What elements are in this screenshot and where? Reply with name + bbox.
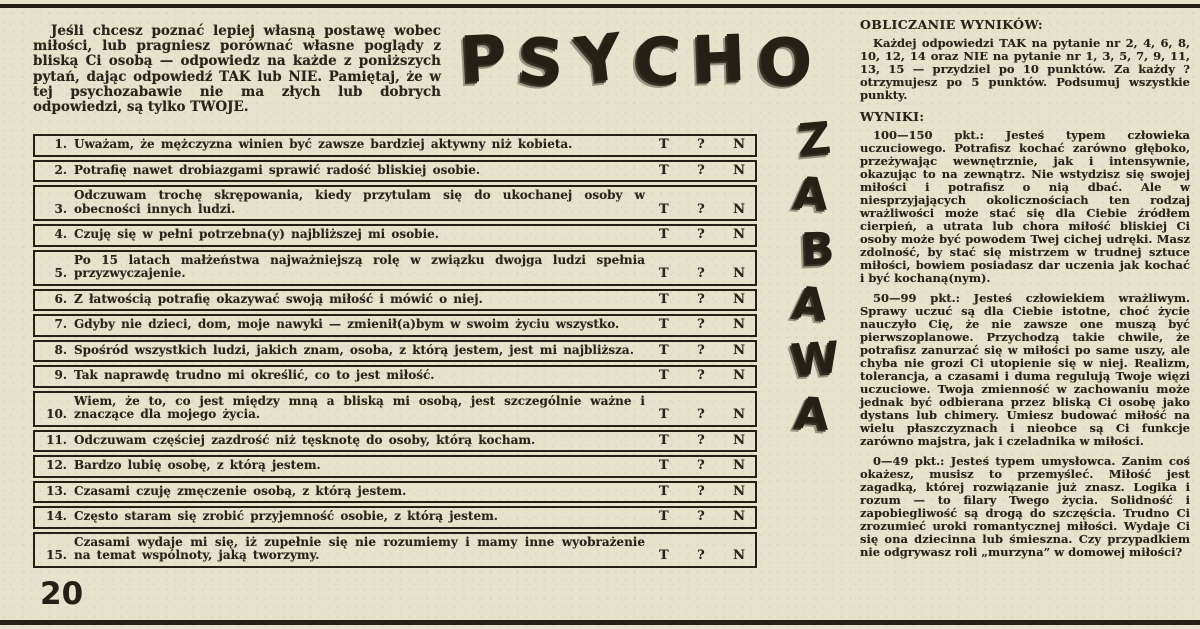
answer-tak: T [659, 137, 669, 152]
answer-options [659, 434, 745, 448]
answer-options [659, 459, 745, 473]
bottom-rule [0, 620, 1200, 625]
answer-tak: T [659, 266, 669, 281]
answer-options [659, 485, 745, 499]
title-letter-z: Z [796, 112, 834, 167]
answer-options [659, 318, 745, 332]
answer-nie: N [733, 368, 745, 383]
title-letter-c: C [631, 23, 683, 101]
question-number: 2. [54, 162, 67, 177]
question-number: 14. [46, 509, 67, 523]
title-letter-y: Y [571, 20, 627, 100]
question-number: 1. [54, 137, 67, 151]
title-zabawa [780, 112, 850, 441]
answer-options [659, 203, 745, 217]
answer-nie: N [733, 291, 745, 307]
answer-tak: T [659, 432, 669, 448]
top-rule [0, 4, 1200, 8]
answer-options [659, 369, 745, 383]
question-text: Czasami wydaje mi się, iż zupełnie się nie rozumiemy i mamy inne wyobrażenie na temat wspólnoty, jaką tworzymy. [74, 534, 645, 562]
answer-unsure: ? [697, 458, 705, 473]
question-row-14 [33, 506, 757, 529]
title-letter-a3: A [793, 387, 831, 441]
answer-options [659, 510, 745, 524]
answer-options [659, 267, 745, 281]
answer-unsure: ? [697, 317, 705, 332]
answer-nie: N [733, 407, 745, 422]
question-text: Po 15 latach małżeństwa najważniejszą rolę w związku dwojga ludzi spełnia przyzwyczajenie. [74, 252, 645, 280]
question-row-9 [33, 365, 757, 388]
question-text: Bardzo lubię osobę, z którą jestem. [74, 458, 321, 472]
question-number: 5. [54, 266, 67, 280]
answer-unsure: ? [697, 342, 705, 358]
question-text: Odczuwam trochę skrępowania, kiedy przytulam się do ukochanej osoby w obecności innych ludzi. [74, 188, 645, 216]
result-band-mid [860, 292, 1190, 448]
answer-unsure: ? [697, 227, 705, 242]
question-text: Czuję się w pełni potrzebna(y) najbliższej mi osobie. [74, 227, 439, 241]
answer-tak: T [659, 458, 669, 473]
title-letter-w: W [788, 332, 841, 387]
answer-nie: N [733, 162, 745, 178]
answer-unsure: ? [697, 201, 705, 217]
answer-tak: T [659, 407, 669, 422]
question-row-2 [33, 160, 757, 183]
answer-unsure: ? [697, 548, 705, 563]
answer-unsure: ? [697, 291, 705, 307]
question-number: 11. [46, 432, 67, 447]
title-letter-a1: A [792, 167, 830, 221]
question-row-8 [33, 340, 757, 363]
question-number: 12. [46, 458, 67, 472]
question-text: Potrafię nawet drobiazgami sprawić radość bliskiej osobie. [74, 162, 481, 177]
question-number: 4. [54, 227, 67, 241]
answer-options [659, 228, 745, 242]
question-text: Wiem, że to, co jest między mną a bliską mi osobą, jest szczególnie ważne i znaczące dla mojego życia. [74, 393, 645, 421]
answer-tak: T [659, 201, 669, 217]
answer-unsure: ? [697, 483, 705, 499]
answer-nie: N [733, 509, 745, 524]
question-number: 3. [54, 201, 67, 216]
question-row-3 [33, 185, 757, 221]
question-text: Spośród wszystkich ludzi, jakich znam, osoba, z którą jestem, jest mi najbliższa. [74, 342, 634, 357]
question-row-5 [33, 250, 757, 286]
answer-unsure: ? [697, 266, 705, 281]
answer-tak: T [659, 342, 669, 358]
answer-tak: T [659, 548, 669, 563]
title-letter-s: S [515, 24, 567, 102]
answer-options [659, 293, 745, 307]
answer-options [659, 408, 745, 422]
answer-tak: T [659, 368, 669, 383]
question-number: 13. [46, 483, 67, 498]
question-text: Czasami czuję zmęczenie osobą, z którą jestem. [74, 483, 407, 498]
results-column [860, 18, 1190, 566]
title-psycho [458, 20, 814, 102]
title-letter-b: B [800, 223, 836, 276]
question-number: 9. [54, 368, 67, 382]
question-row-13 [33, 481, 757, 504]
answer-nie: N [733, 342, 745, 358]
answer-nie: N [733, 266, 745, 281]
title-letter-o: O [756, 25, 814, 101]
question-row-7 [33, 314, 757, 337]
question-number: 8. [54, 342, 67, 357]
result-range: 100—150 pkt.: [873, 128, 984, 142]
answer-options [659, 138, 745, 152]
answer-nie: N [733, 201, 745, 217]
answer-tak: T [659, 317, 669, 332]
answer-options [659, 549, 745, 563]
answer-tak: T [659, 291, 669, 307]
intro-paragraph: Jeśli chcesz poznać lepiej własną postawę wobec miłości, lub pragniesz porównać własne poglądy z bliską Ci osobą — odpowiedz na każde z poniższych pytań, dając odpowiedź TAK lub NIE. Pamiętaj, że w tej psychozabawie nie ma złych lub dobrych odpowiedzi, są tylko TWOJE. [33, 23, 441, 116]
result-band-high [860, 129, 1190, 285]
question-text: Tak naprawdę trudno mi określić, co to jest miłość. [74, 368, 435, 382]
title-letter-a2: A [790, 277, 830, 331]
question-text: Z łatwością potrafię okazywać swoją miłość i mówić o niej. [74, 291, 483, 306]
answer-unsure: ? [697, 407, 705, 422]
scoring-paragraph: Każdej odpowiedzi TAK na pytanie nr 2, 4, 6, 8, 10, 12, 14 oraz NIE na pytanie nr 1, 3, 5, 7, 9, 11, 13, 15 — przydziel po 10 punktów. Za każdy ? otrzymujesz po 5 punktów. Podsumuj wszystkie punkty. [860, 36, 1190, 102]
question-row-11 [33, 430, 757, 453]
answer-tak: T [659, 509, 669, 524]
question-text: Często staram się zrobić przyjemność osobie, z którą jestem. [74, 509, 498, 523]
answer-nie: N [733, 317, 745, 332]
quiz-table [33, 134, 757, 568]
answer-options [659, 344, 745, 358]
answer-tak: T [659, 162, 669, 178]
question-row-1 [33, 134, 757, 157]
result-text: Jesteś typem umysłowca. Zanim coś okażesz, musisz to przemyśleć. Miłość jest zagadką, której rozwiązanie już znasz. Logika i rozum — to filary Twego życia. Solidność i zapobiegliwość są drogą do szczęścia. Trudno Ci zrozumieć uroki romantycznej miłości. Wydaje Ci się ona dziecinna lub śmieszna. Czy przypadkiem nie odgrywasz roli „murzyna” w domowej miłości? [860, 454, 1190, 559]
question-text: Odczuwam częściej zazdrość niż tęsknotę do osoby, którą kocham. [74, 432, 536, 447]
answer-nie: N [733, 458, 745, 473]
result-text: Jesteś typem człowieka uczuciowego. Potrafisz kochać zarówno głęboko, przeżywając wewnętrznie, jak i intensywnie, okazując to na zewnątrz. Nie wstydzisz się swojej miłości i potrafisz o nią dbać. Ale w niesprzyjających okolicznościach ten rodzaj wrażliwości może stać się dla Ciebie źródłem cierpień, a utrata lub chora miłość bliskiej Ci osoby może być powodem Twej cichej udręki. Masz zdolność, by stać się mistrzem w trudnej sztuce miłości, bowiem posiadasz dar uczenia jak kochać i być kochaną(nym). [860, 128, 1190, 285]
answer-nie: N [733, 548, 745, 563]
question-number: 7. [54, 317, 67, 331]
question-number: 6. [54, 291, 67, 306]
question-row-10 [33, 391, 757, 427]
question-number: 10. [46, 407, 67, 421]
answer-options [659, 164, 745, 178]
answer-unsure: ? [697, 162, 705, 178]
results-heading: WYNIKI: [860, 109, 925, 124]
scoring-heading: OBLICZANIE WYNIKÓW: [860, 17, 1044, 32]
result-range: 50—99 pkt.: [873, 291, 960, 305]
answer-nie: N [733, 483, 745, 499]
question-row-4 [33, 224, 757, 247]
result-band-low [860, 455, 1190, 559]
question-number: 15. [46, 548, 67, 562]
question-row-15 [33, 532, 757, 568]
question-row-6 [33, 289, 757, 312]
page-number: 20 [40, 576, 84, 612]
answer-unsure: ? [697, 137, 705, 152]
answer-tak: T [659, 483, 669, 499]
answer-nie: N [733, 227, 745, 242]
title-letter-p: P [458, 21, 509, 99]
answer-nie: N [733, 432, 745, 448]
answer-unsure: ? [697, 368, 705, 383]
answer-unsure: ? [697, 509, 705, 524]
result-text: Jesteś człowiekiem wrażliwym. Sprawy uczuć są dla Ciebie istotne, choć życie nauczyło Cię, że nie zawsze one muszą być pierwszoplanowe. Przychodzą takie chwile, że potrafisz zanurzać się w miłości po same uszy, ale chyba nie grozi Ci utopienie się w niej. Realizm, tolerancja, a czasami i duma regulują Twoje więzi uczuciowe. Twoja zmienność w zachowaniu może jednak być odbierana przez bliską Ci osobę jako dystans lub chimery. Umiesz budować miłość na wielu płaszczyznach i nieobce są Ci funkcje zarówno majstra, jak i czeladnika w miłości. [860, 291, 1190, 448]
answer-unsure: ? [697, 432, 705, 448]
result-range: 0—49 pkt.: [873, 454, 945, 468]
answer-tak: T [659, 227, 669, 242]
question-text: Uważam, że mężczyzna winien być zawsze bardziej aktywny niż kobieta. [74, 137, 573, 151]
answer-nie: N [733, 137, 745, 152]
title-letter-h: H [691, 22, 748, 98]
question-row-12 [33, 455, 757, 478]
question-text: Gdyby nie dzieci, dom, moje nawyki — zmienił(a)bym w swoim życiu wszystko. [74, 317, 620, 331]
